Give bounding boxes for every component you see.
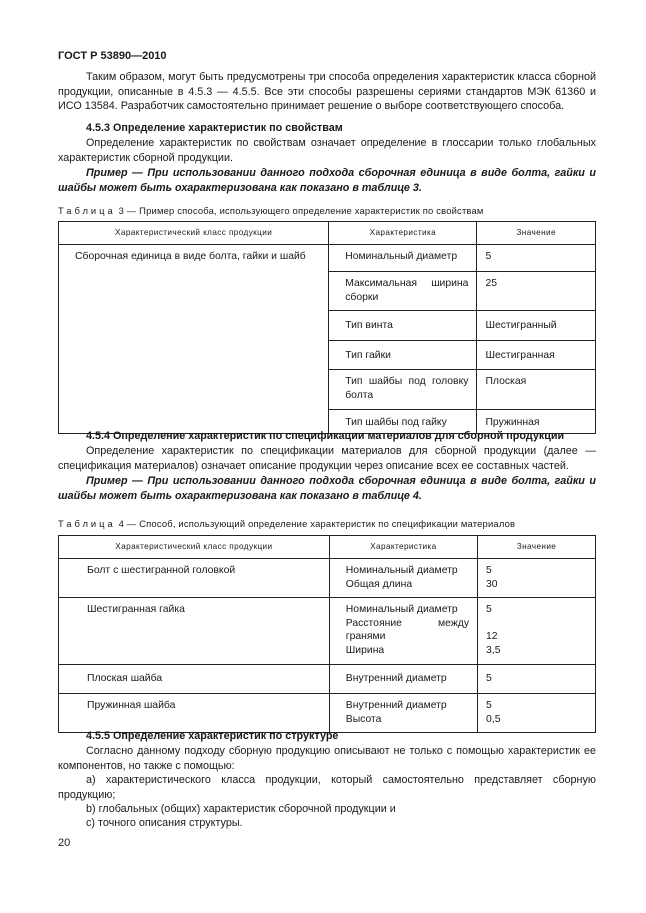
page-number: 20 [58,837,71,849]
table-row: 5 [477,245,596,272]
table-row: Болт с шестигранной головкой Номинальный диаметр Общая длина 5 30 [59,559,596,598]
table-row: Плоская [477,370,596,409]
table-row: Шестигранная гайка Номинальный диаметр Расстояние между гранями Ширина 5 12 3,5 [59,598,596,664]
section-4-5-4-text: Определение характеристик по спецификации материалов для сборной продукции (далее — спецификация материалов) означает описание продукции через описание всех ее составных частей. [58,445,596,472]
example-2: Пример — При использовании данного подхода сборочная единица в виде болта, гайки и шайбы может быть охарактеризована как показано в таблице 4. [58,475,596,502]
table-3-caption [58,204,484,219]
table-4-header-value: Значение [478,536,596,559]
table-3-caption-text: 3 — Пример способа, использующего определение характеристик по свойствам [118,205,484,216]
list-item-b: b) глобальных (общих) характеристик сборочной продукции и [86,803,396,815]
table-row: Тип шайбы под головку болта [329,370,477,409]
table-4 [58,535,596,733]
table-4-caption-text: 4 — Способ, использующий определение характеристик по спецификации материалов [118,518,516,529]
table-row: Максимальная ширина сборки [329,272,477,311]
table-3-header-value: Значение [477,222,596,245]
list-item-c: c) точного описания структуры. [86,817,243,829]
table-row: Пружинная [477,409,596,434]
table-row: Тип шайбы под гайку [329,409,477,434]
list-item-a: a) характеристического класса продукции, который самостоятельно представляет сборную продукцию; [58,774,596,801]
example-1: Пример — При использовании данного подхода сборочная единица в виде болта, гайки и шайбы может быть охарактеризована как показано в таблице 3. [58,167,596,194]
section-4-5-3-title: 4.5.3 Определение характеристик по свойствам [86,122,343,134]
table-4-header-class: Характеристический класс продукции [59,536,330,559]
table-row: Шестигранный [477,311,596,341]
table-4-caption-word: Таблица [58,518,116,529]
table-row: Шестигранная [477,340,596,370]
table-4-caption [58,517,515,532]
table-3 [58,221,596,434]
table-3-class-cell [59,245,329,434]
section-4-5-5-title: 4.5.5 Определение характеристик по структуре [86,730,339,742]
intro-paragraph: Таким образом, могут быть предусмотрены три способа определения характеристик класса сборной продукции, описанные в 4.5.3 — 4.5.5. Все эти способы разрешены сериями стандартов МЭК 61360 и ИСО 13584. Разработчик самостоятельно принимает решение о выборе соответствующего способа. [58,71,596,113]
table-row: Плоская шайба Внутренний диаметр 5 [59,664,596,694]
table-row: Тип гайки [329,340,477,370]
document-header: ГОСТ Р 53890—2010 [58,50,167,62]
table-3-header-characteristic: Характеристика [329,222,477,245]
table-4-header-characteristic: Характеристика [329,536,477,559]
table-row: 25 [477,272,596,311]
section-4-5-3-text: Определение характеристик по свойствам означает определение в глоссарии только глобальных характеристик сборной продукции. [58,137,596,164]
table-row: Пружинная шайба Внутренний диаметр Высота 5 0,5 [59,694,596,733]
table-3-class-name: Сборочная единица в виде болта, гайки и шайб [75,251,306,262]
table-3-header-class: Характеристический класс продукции [59,222,329,245]
table-row: Номинальный диаметр [329,245,477,272]
section-4-5-4-title: 4.5.4 Определение характеристик по спецификации материалов для сборной продукции [86,430,565,442]
table-3-caption-word: Таблица [58,205,116,216]
section-4-5-5-text: Согласно данному подходу сборную продукцию описывают не только с помощью характеристик ее компонентов, но также с помощью: [58,745,596,772]
table-row: Тип винта [329,311,477,341]
